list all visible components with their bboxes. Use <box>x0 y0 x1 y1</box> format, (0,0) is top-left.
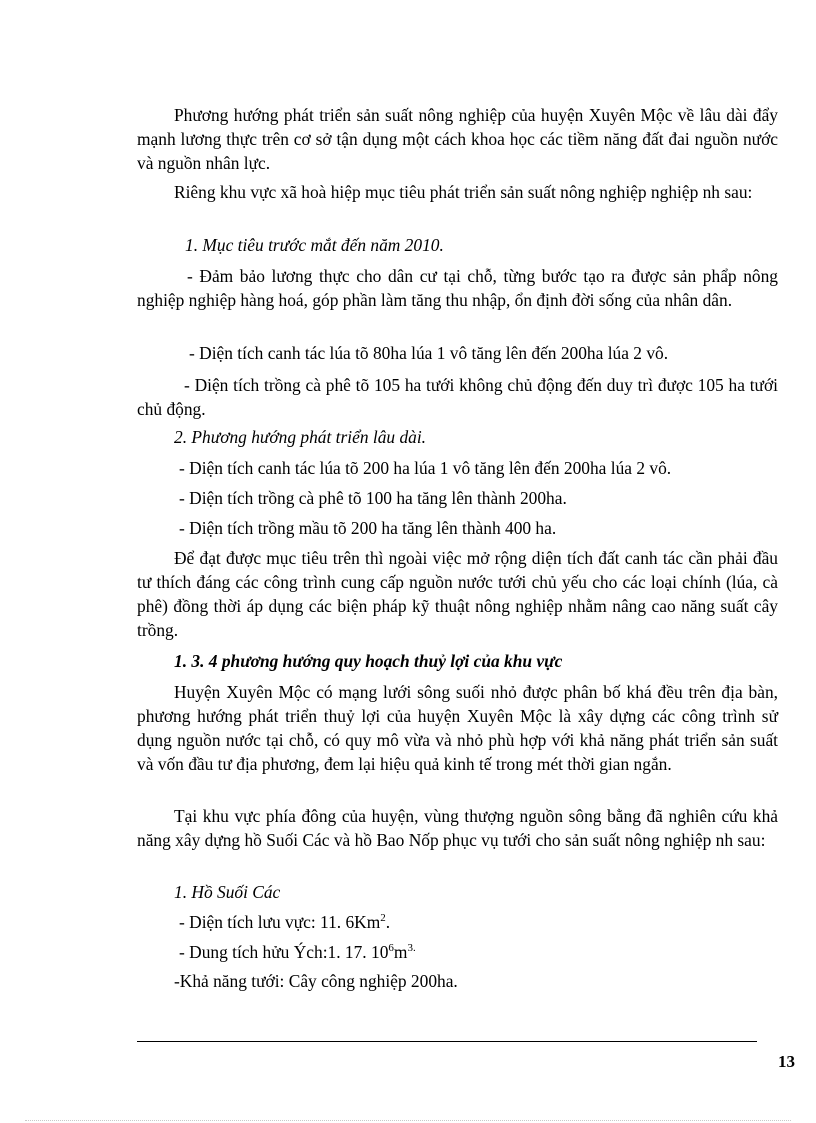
bullet-3: - Diện tích canh tác lúa tõ 200 ha lúa 1 vô tăng lên đến 200ha lúa 2 vô. <box>179 458 672 478</box>
section-heading: 1. 3. 4 phương hướng quy hoạch thuỷ lợi của khu vực <box>174 651 563 671</box>
paragraph-1: Phương hướng phát triển sản suất nông nghiệp của huyện Xuyên Mộc về lâu dài đẩy mạnh lương thực trên cơ sở tận dụng một cách khoa học các tiềm năng đất đai nguồn nước và nguồn nhân lực. <box>137 105 778 173</box>
paragraph-3: - Đảm bảo lương thực cho dân cư tại chỗ, từng bước tạo ra được sản phẩp nông nghiệp nghiệp hàng hoá, góp phần làm tăng thu nhập, ổn định đời sống của nhân dân. <box>137 266 778 310</box>
superscript: 2 <box>380 912 386 925</box>
subheading-2: 2. Phương hướng phát triển lâu dài. <box>174 427 427 447</box>
paragraph-6: Tại khu vực phía đông của huyện, vùng thượng nguồn sông bằng đã nghiên cứu khả năng xây dựng hồ Suối Các và hồ Bao Nốp phục vụ tưới cho sản suất nông nghiệp nh sau: <box>137 806 778 850</box>
superscript: 6 <box>388 942 394 955</box>
bullet-4: - Diện tích trồng cà phê tõ 100 ha tăng lên thành 200ha. <box>179 488 567 508</box>
subheading-3: 1. Hồ Suối Các <box>174 882 281 902</box>
subheading-1: 1. Mục tiêu trước mắt đến năm 2010. <box>185 235 444 255</box>
paragraph-4: Để đạt được mục tiêu trên thì ngoài việc mở rộng diện tích đất canh tác cần phải đầu tư thích đáng các công trình cung cấp nguồn nước tưới chủ yếu cho các loại chính (lúa, cà phê) đồng thời áp dụng các biện pháp kỹ thuật nông nghiệp nhằm nâng cao năng suất cây trồng. <box>137 548 778 640</box>
bullet-7: - Dung tích hửu Ých:1. 17. $10^6m^{3.}$ <box>179 942 416 962</box>
page-bottom-border <box>25 1120 791 1121</box>
bullet-5: - Diện tích trồng mầu tõ 200 ha tăng lên thành 400 ha. <box>179 518 557 538</box>
page-number: 13 <box>778 1052 795 1071</box>
paragraph-5: Huyện Xuyên Mộc có mạng lưới sông suối nhỏ được phân bố khá đều trên địa bàn, phương hướng phát triển thuỷ lợi của huyện Xuyên Mộc là xây dựng các công trình sử dụng nguồn nước tại chỗ, có quy mô vừa và nhỏ phù hợp với khả năng phát triển sản suất và vốn đầu tư địa phương, đem lại hiệu quả kinh tế trong mét thời gian ngắn. <box>137 682 778 774</box>
superscript: 3. <box>407 942 416 955</box>
bullet-8: -Khả năng tưới: Cây công nghiệp 200ha. <box>174 971 458 991</box>
bullet-6: - Diện tích lưu vực: 11. 6Km$^2$. <box>179 912 391 932</box>
bullet-2: - Diện tích trồng cà phê tõ 105 ha tưới không chủ động đến duy trì được 105 ha tưới chủ động. <box>137 375 778 419</box>
footer-rule <box>137 1041 757 1042</box>
paragraph-2: Riêng khu vực xã hoà hiệp mục tiêu phát triển sản suất nông nghiệp nghiệp nh sau: <box>174 182 753 202</box>
bullet-1: - Diện tích canh tác lúa tõ 80ha lúa 1 vô tăng lên đến 200ha lúa 2 vô. <box>189 343 669 363</box>
